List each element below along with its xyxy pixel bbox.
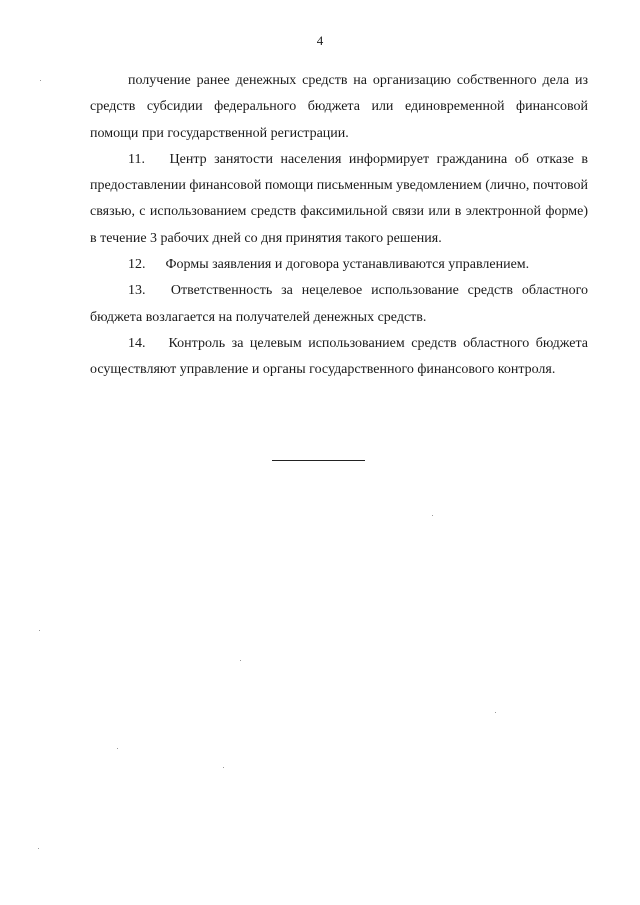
scan-speck	[38, 848, 39, 849]
paragraph-number: 13.	[128, 283, 146, 299]
scan-speck	[117, 748, 118, 749]
paragraph-number: 11.	[128, 151, 145, 167]
document-body	[90, 68, 588, 384]
page-number: 4	[316, 33, 324, 48]
scan-speck	[223, 767, 224, 768]
scan-speck	[432, 515, 433, 516]
paragraph-13	[90, 278, 588, 331]
paragraph-11	[90, 147, 588, 252]
paragraph-text: получение ранее денежных средств на организацию собственного дела из средств субсидии федерального бюджета или единовременной финансовой помощи при государственной регистрации.	[90, 73, 588, 141]
scan-speck	[40, 80, 41, 81]
scan-speck	[39, 630, 40, 631]
paragraph-text: Контроль за целевым использованием средств областного бюджета осуществляют управление и органы государственного финансового контроля.	[90, 335, 589, 378]
end-separator-line	[272, 460, 365, 461]
paragraph-12	[90, 252, 588, 278]
paragraph-continuation	[90, 68, 588, 147]
scan-speck	[240, 660, 241, 661]
paragraph-text: Ответственность за нецелевое использование средств областного бюджета возлагается на получателей денежных средств.	[90, 283, 589, 325]
paragraph-number: 12.	[128, 257, 146, 273]
paragraph-14	[90, 331, 588, 384]
scan-speck	[495, 712, 496, 713]
paragraph-number: 14.	[128, 335, 146, 351]
paragraph-text: Формы заявления и договора устанавливаются управлением.	[165, 257, 530, 273]
paragraph-text: Центр занятости населения информирует гражданина об отказе в предоставлении финансовой помощи письменным уведомлением (лично, почтовой связью, с использованием средств факсимильной связи или в электронной форме) в течение 3 рабочих дней со дня принятия такого решения.	[90, 151, 588, 246]
